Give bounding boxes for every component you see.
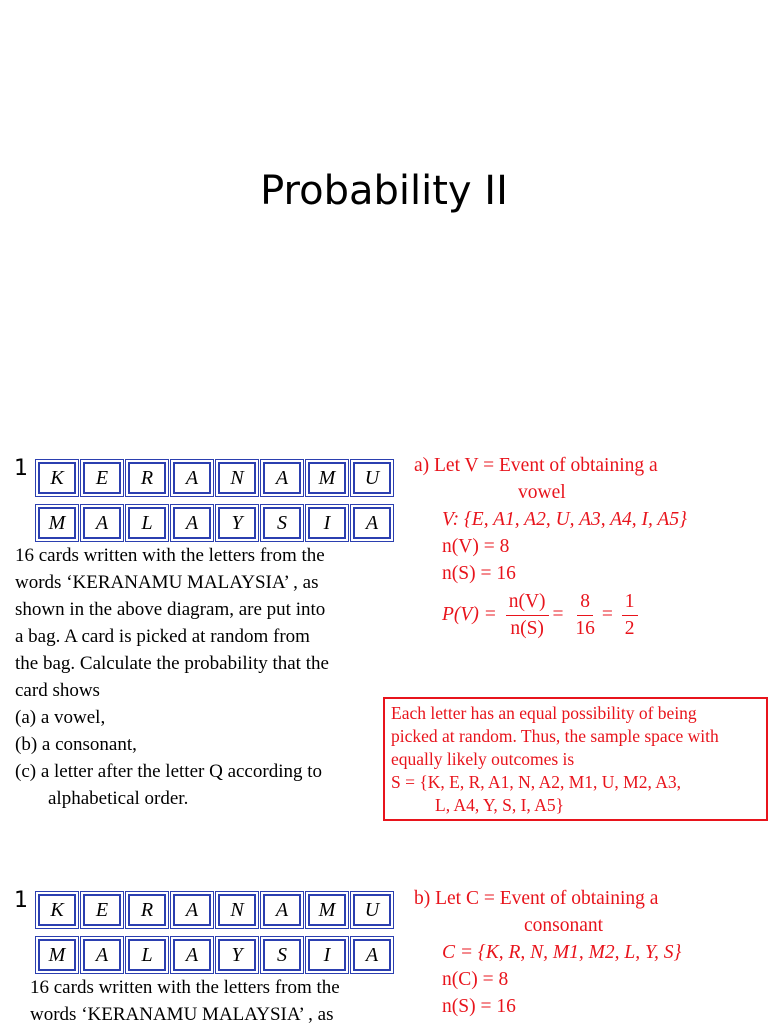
note-line: picked at random. Thus, the sample space with bbox=[391, 726, 719, 746]
fraction-numerator: 8 bbox=[577, 589, 593, 616]
card-row-2 bbox=[38, 939, 398, 971]
probability-formula: P(V) = $\frac{n(V)}{n(S)}$ = $\frac{8}{16}$ = $\frac{1}{2}$ bbox=[414, 589, 687, 642]
sample-space-note bbox=[383, 697, 768, 821]
letter-card: I bbox=[308, 507, 346, 539]
problem-line: the bag. Calculate the probability that the bbox=[15, 653, 329, 674]
letter-card: A bbox=[263, 894, 301, 926]
letter-card: L bbox=[128, 939, 166, 971]
letter-card: Y bbox=[218, 507, 256, 539]
question-number: 1 bbox=[14, 456, 28, 481]
problem-line: card shows bbox=[15, 680, 100, 701]
fraction-denominator: 16 bbox=[575, 618, 595, 639]
letter-card: U bbox=[353, 462, 391, 494]
problem-line: 16 cards written with the letters from the bbox=[30, 977, 340, 998]
letter-card: A bbox=[173, 507, 211, 539]
problem-line: shown in the above diagram, are put into bbox=[15, 599, 326, 620]
letter-card: I bbox=[308, 939, 346, 971]
letter-card: M bbox=[38, 507, 76, 539]
letter-card: M bbox=[38, 939, 76, 971]
solution-b-line1: b) Let C = Event of obtaining a bbox=[414, 888, 659, 909]
letter-card: K bbox=[38, 894, 76, 926]
problem-text bbox=[15, 542, 390, 812]
problem-line: 16 cards written with the letters from the bbox=[15, 545, 325, 566]
letter-card: L bbox=[128, 507, 166, 539]
option-a: (a) a vowel, bbox=[15, 707, 106, 728]
card-row-1 bbox=[38, 462, 398, 494]
letter-card: N bbox=[218, 462, 256, 494]
solution-b-line2: consonant bbox=[524, 915, 604, 936]
letter-card: A bbox=[173, 939, 211, 971]
letter-card: R bbox=[128, 894, 166, 926]
letter-card: K bbox=[38, 462, 76, 494]
fraction-numerator: 1 bbox=[622, 589, 638, 616]
solution-a-line2: vowel bbox=[518, 482, 566, 503]
fraction-denominator: 2 bbox=[624, 618, 635, 639]
card-row-2 bbox=[38, 507, 398, 539]
slide-title: Probability II bbox=[260, 168, 508, 214]
question-number: 1 bbox=[14, 888, 28, 913]
option-b: (b) a consonant, bbox=[15, 734, 137, 755]
n-c: n(C) = 8 bbox=[442, 969, 509, 990]
n-s: n(S) = 16 bbox=[442, 996, 516, 1017]
letter-card: U bbox=[353, 894, 391, 926]
fraction-1-2 bbox=[622, 589, 638, 642]
note-line: equally likely outcomes is bbox=[391, 749, 575, 769]
fraction-8-16 bbox=[572, 589, 598, 642]
problem-text-2 bbox=[30, 974, 405, 1028]
n-s: n(S) = 16 bbox=[442, 563, 516, 584]
letter-card: R bbox=[128, 462, 166, 494]
letter-card: A bbox=[173, 894, 211, 926]
option-c: (c) a letter after the letter Q according to alphabetical order. bbox=[15, 761, 322, 809]
solution-b bbox=[414, 885, 681, 1020]
problem-line: a bag. A card is picked at random from bbox=[15, 626, 310, 647]
letter-card: M bbox=[308, 462, 346, 494]
solution-a bbox=[414, 452, 687, 642]
letter-card: S bbox=[263, 507, 301, 539]
card-row-1 bbox=[38, 894, 398, 926]
letter-card: A bbox=[353, 939, 391, 971]
letter-card: M bbox=[308, 894, 346, 926]
consonant-set: C = {K, R, N, M1, M2, L, Y, S} bbox=[442, 942, 682, 963]
letter-card: Y bbox=[218, 939, 256, 971]
n-v: n(V) = 8 bbox=[442, 536, 510, 557]
problem-line: words ‘KERANAMU MALAYSIA’ , as bbox=[30, 1004, 334, 1025]
letter-card: A bbox=[173, 462, 211, 494]
solution-a-line1: a) Let V = Event of obtaining a bbox=[414, 455, 658, 476]
note-line: Each letter has an equal possibility of being bbox=[391, 703, 697, 723]
letter-card: S bbox=[263, 939, 301, 971]
letter-card: A bbox=[83, 939, 121, 971]
letter-card: A bbox=[83, 507, 121, 539]
fraction-numerator: n(V) bbox=[506, 589, 549, 616]
fraction-denominator: n(S) bbox=[510, 618, 544, 639]
letter-card: N bbox=[218, 894, 256, 926]
note-line: L, A4, Y, S, I, A5} bbox=[435, 795, 564, 815]
letter-card: A bbox=[263, 462, 301, 494]
note-line: S = {K, E, R, A1, N, A2, M1, U, M2, A3, bbox=[391, 772, 682, 792]
letter-card: E bbox=[83, 462, 121, 494]
vowel-set: V: {E, A1, A2, U, A3, A4, I, A5} bbox=[442, 509, 687, 530]
p-label: P(V) = bbox=[442, 603, 497, 625]
letter-card: E bbox=[83, 894, 121, 926]
problem-line: words ‘KERANAMU MALAYSIA’ , as bbox=[15, 572, 319, 593]
fraction-nv-ns bbox=[506, 589, 549, 642]
letter-card: A bbox=[353, 507, 391, 539]
